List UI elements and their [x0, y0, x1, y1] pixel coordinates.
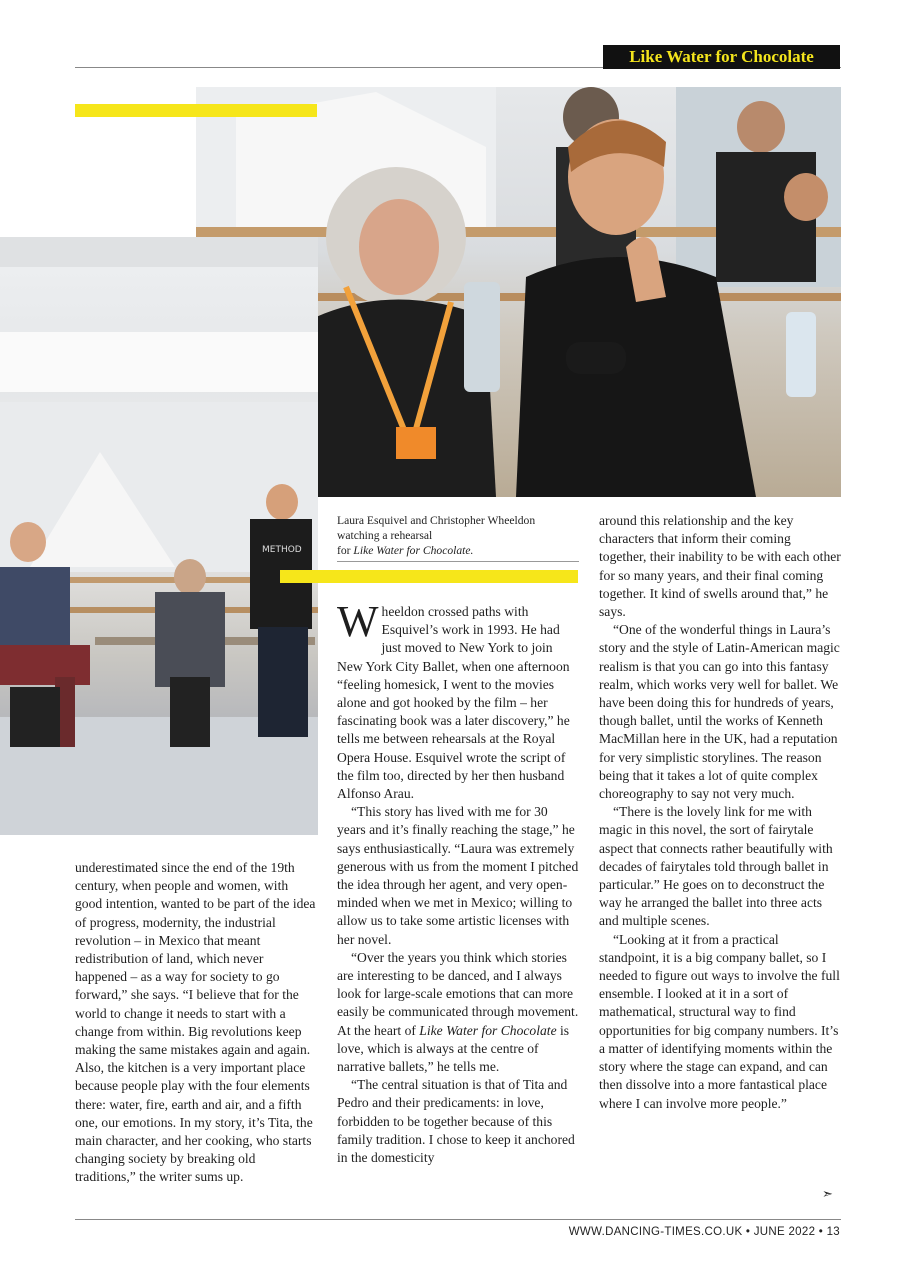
caption-line-3: [337, 544, 567, 559]
left-paragraph-1: underestimated since the end of the 19th century, when people and women, with good intention, wanted to be part of the idea of progress, modernity, the industrial revolution – in Mexico that meant redistribution of land, which never happened – as a way for society to go forward,” she says. “I believe that for the world to change it needs to start with a change from within. Big revolutions keep making the same mistakes again and again. Also, the kitchen is a very important place because people play with the four elements there: water, fire, earth and air, and a fifth one, our emotions. In my story, it’s Tita, the main character, and her cooking, who starts changing society by breaking old traditions,” the writer sums up.: [75, 860, 316, 1185]
footer-site: WWW.DANCING-TIMES.CO.UK: [568, 1226, 743, 1238]
shirt-text: METHOD: [262, 545, 302, 555]
middle-paragraph-3: [337, 949, 579, 1076]
footer-date: JUNE 2022: [753, 1226, 816, 1238]
right-paragraph-3: “There is the lovely link for me with magic in this novel, the sort of fairytale aspect that connects rather beautifully with decades of fairytales told through ballet in particular.” He goes on to deconstruct the way he arranged the ballet into three acts and multiple scenes.: [599, 804, 833, 929]
right-paragraph-4: “Looking at it from a practical standpoint, it is a big company ballet, so I needed to figure out ways to involve the full ensemble. I looked at it in a sort of mathematical, structural way to find opportunities for big company numbers. It’s a matter of identifying moments within the story where the stage can expand, and can then dissolve into a more fantastical place where I can involve more people.”: [599, 931, 840, 1111]
left-column: [75, 859, 318, 1187]
footer-bullet-1: •: [745, 1226, 751, 1238]
middle-paragraph-3-a: “Over the years you think which stories are interesting to be danced, and I always look for large-scale emotions that can more easily be communicated through movement. At the heart of: [337, 949, 579, 1038]
left-photo-illustration: [0, 237, 318, 835]
section-tag: Like Water for Chocolate: [603, 45, 840, 69]
drop-cap: W: [337, 597, 379, 646]
footer: [569, 1226, 840, 1238]
middle-column: [337, 597, 579, 1167]
right-column: [599, 512, 841, 1113]
page-number: 13: [826, 1226, 840, 1238]
footer-bullet-2: •: [818, 1226, 824, 1238]
middle-paragraph-1-text: heeldon crossed paths with Esquivel’s work in 1993. He had just moved to New York to join New York City Ballet, when one afternoon “feeling homesick, I went to the movies alone and got hooked by the film – her fascinating book was a later discovery,” he tells me between rehearsals at the Royal Opera House. Esquivel wrote the script of the film too, directed by her then husband Alfonso Arau.: [337, 604, 570, 802]
caption-prefix: for: [337, 543, 354, 557]
middle-paragraph-2: “This story has lived with me for 30 years and it’s finally reaching the stage,” he says enthusiastically. “Laura was extremely generous with us from the moment I pitched the idea through her agent, and very open-minded when we met in Mexico; willing to allow us to take some artistic licenses with her novel.: [337, 804, 579, 947]
caption-rule: [337, 561, 579, 562]
caption-line-2: watching a rehearsal: [337, 528, 433, 542]
accent-bar-top: [75, 104, 317, 117]
caption-title: Like Water for Chocolate.: [353, 543, 474, 557]
footer-rule: [75, 1219, 841, 1220]
caption-line-1: Laura Esquivel and Christopher Wheeldon: [337, 514, 536, 527]
photo-caption: [337, 514, 567, 558]
accent-bar-middle: [280, 570, 578, 583]
left-photo: [0, 237, 318, 835]
middle-paragraph-3-b: is love, which is always at the centre of narrative ballets,” he tells me.: [337, 1022, 570, 1075]
middle-paragraph-3-title: Like Water for Chocolate: [419, 1022, 557, 1038]
middle-paragraph-4: “The central situation is that of Tita and Pedro and their predicaments: in love, forbidden to be together because of this family tradition. I chose to keep it anchored in the domesticity: [337, 1077, 575, 1166]
right-paragraph-1: around this relationship and the key characters that inform their coming together, their inability to be with each other for so many years, and their final coming together. It kind of swells around that,” he says.: [599, 513, 841, 620]
right-paragraph-2: “One of the wonderful things in Laura’s story and the style of Latin-American magic realism is that you can go into this fantasy realm, which works very well for ballet. We have been doing this for hundreds of years, though ballet, until the works of Kenneth MacMillan here in the UK, had a reputation for very simplistic storylines. The reason being that it takes a lot of quite complex choreography to say not very much.: [599, 622, 840, 802]
middle-paragraph-1: [337, 597, 579, 803]
continue-arrow-icon: ➣: [822, 1187, 833, 1202]
